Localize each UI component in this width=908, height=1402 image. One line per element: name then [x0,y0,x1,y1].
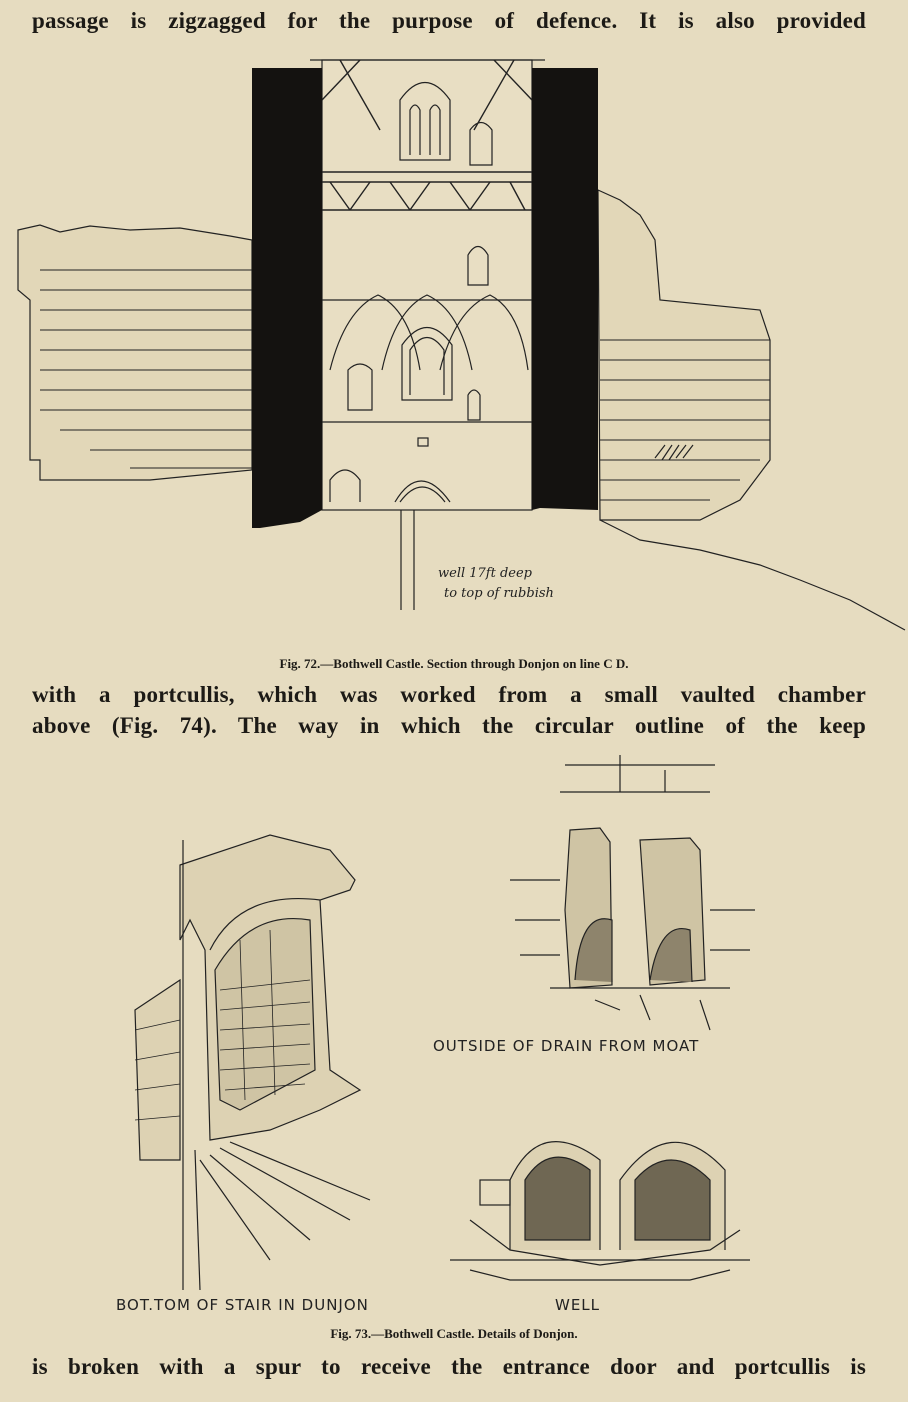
body-text-line-3: above (Fig. 74). The way in which the circular outline of the keep [32,713,866,738]
body-text-line-4: is broken with a spur to receive the entrance door and portcullis is [32,1354,866,1379]
drain-detail-drawing [500,750,760,1040]
figure-72-caption: Fig. 72.—Bothwell Castle. Section through Donjon on line C D. [279,656,629,671]
body-text-line-1: passage is zigzagged for the purpose of defence. It is also provided [32,8,866,33]
well-label: WELL [555,1296,601,1314]
figure-73-caption: Fig. 73.—Bothwell Castle. Details of Donjon. [330,1326,578,1341]
well-annotation-line-2: to top of rubbish [444,586,554,601]
drain-label: OUTSIDE OF DRAIN FROM MOAT [433,1037,700,1055]
figure-72-section-drawing [0,40,908,680]
body-text-line-2: with a portcullis, which was worked from a small vaulted chamber [32,682,866,707]
well-annotation-line-1: well 17ft deep [438,566,533,581]
stair-label: BOT.TOM OF STAIR IN DUNJON [116,1296,369,1314]
well-detail-drawing [450,1120,750,1290]
stair-detail-drawing [120,830,380,1300]
